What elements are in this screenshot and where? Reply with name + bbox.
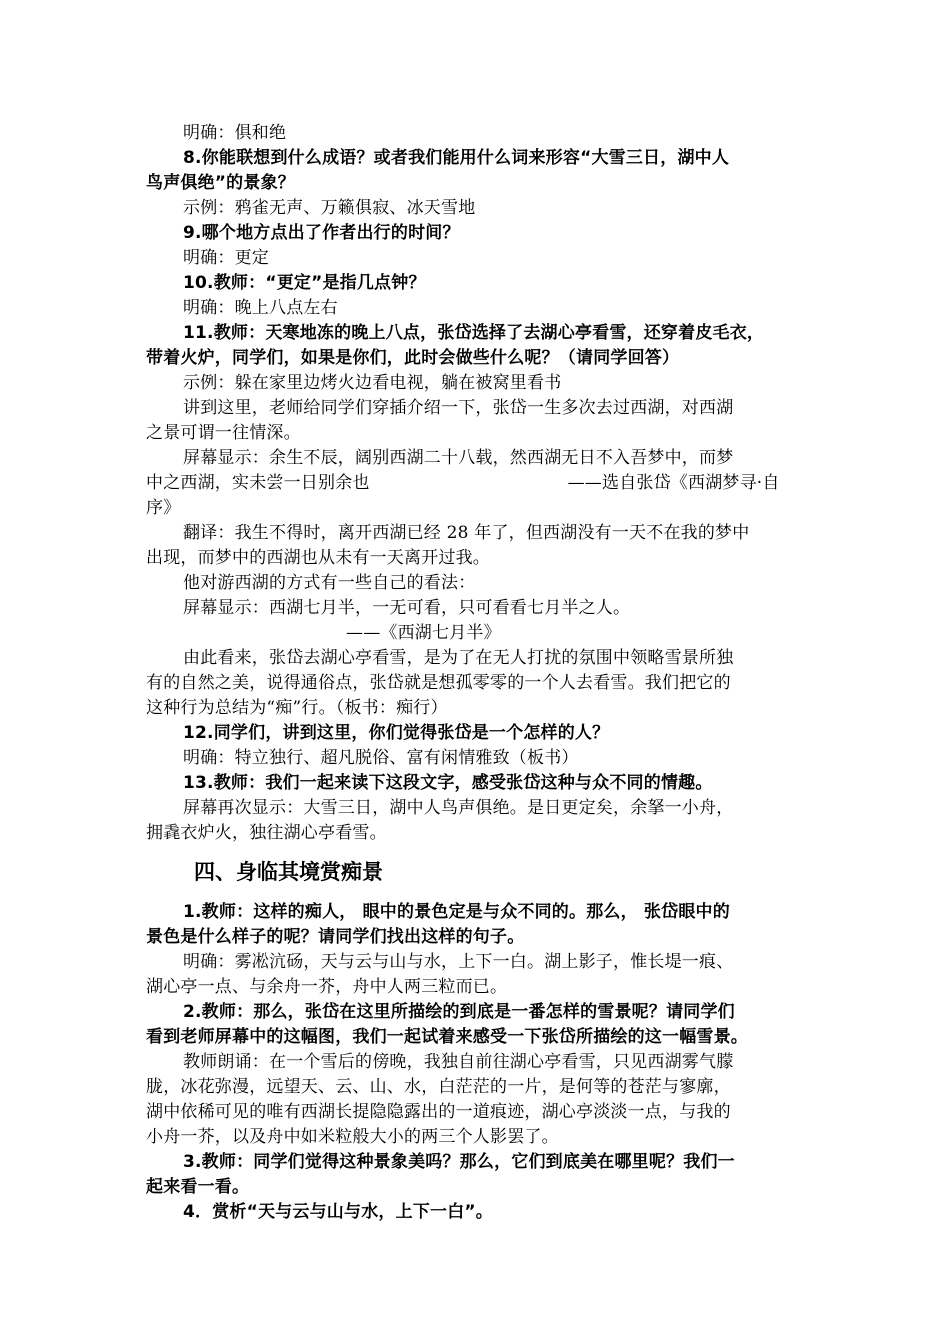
paragraph-line: 由此看来，张岱去湖心亭看雪，是为了在无人打扰的氛围中领略雪景所独 [183,648,734,668]
screen-display-line: 屏幕再次显示：大雪三日，湖中人鸟声俱绝。是日更定矣，余拏一小舟， [183,798,734,818]
paragraph-line: 他对游西湖的方式有一些自己的看法： [183,573,476,593]
recitation-line: 湖中依稀可见的唯有西湖长提隐隐露出的一道痕迹，湖心亭淡淡一点，与我的 [146,1102,731,1122]
paragraph-line: 讲到这里，老师给同学们穿插介绍一下，张岱一生多次去过西湖，对西湖 [183,398,734,418]
screen-display-line [146,471,818,496]
question-1-cont: 景色是什么样子的呢？请同学们找出这样的句子。 [146,927,525,947]
paragraph-line: 这种行为总结为“痴”行。（板书：痴行） [146,698,448,718]
quote-source-cont: 序》 [146,498,181,518]
question-3: 3.教师：同学们觉得这种景象美吗？那么，它们到底美在哪里呢？我们一 [183,1152,735,1172]
answer-line: 明确：特立独行、超凡脱俗、富有闲情雅致（板书） [183,748,579,768]
paragraph-line: 有的自然之美，说得通俗点，张岱就是想孤零零的一个人去看雪。我们把它的 [146,673,731,693]
screen-display-line: 屏幕显示：余生不辰，阔别西湖二十八载，然西湖无日不入吾梦中，而梦 [183,448,734,468]
question-3-cont: 起来看一看。 [146,1177,250,1197]
answer-line: 明确：晚上八点左右 [183,298,338,318]
translation-line: 翻译：我生不得时，离开西湖已经 28 年了，但西湖没有一天不在我的梦中 [183,523,750,543]
answer-line: 明确：雾凇沆砀，天与云与山与水，上下一白。湖上影子，惟长堤一痕、 [183,952,734,972]
recitation-line: 小舟一芥，以及舟中如米粒般大小的两三个人影罢了。 [146,1127,559,1147]
question-9: 9.哪个地方点出了作者出行的时间？ [183,223,460,243]
section-heading: 四、身临其境赏痴景 [194,860,383,884]
screen-display-line: 拥毳衣炉火，独往湖心亭看雪。 [146,823,387,843]
question-2: 2.教师：那么，张岱在这里所描绘的到底是一番怎样的雪景呢？请同学们 [183,1002,735,1022]
translation-line: 出现，而梦中的西湖也从未有一天离开过我。 [146,548,490,568]
answer-line: 明确：更定 [183,248,269,268]
example-line: 示例：躲在家里边烤火边看电视，躺在被窝里看书 [183,373,562,393]
quote-source: ——《西湖七月半》 [346,623,501,643]
question-13: 13.教师：我们一起来读下这段文字，感受张岱这种与众不同的情趣。 [183,773,713,793]
quote-source: ——选自张岱《西湖梦寻·自 [567,473,780,493]
question-4: 4．赏析“天与云与山与水，上下一白”。 [183,1202,493,1222]
question-8: 8.你能联想到什么成语？或者我们能用什么词来形容“大雪三日，湖中人 [183,148,730,168]
question-11: 11.教师：天寒地冻的晚上八点，张岱选择了去湖心亭看雪，还穿着皮毛衣， [183,323,765,343]
recitation-line: 胧，冰花弥漫，远望天、云、山、水，白茫茫的一片，是何等的苍茫与寥廓， [146,1077,731,1097]
paragraph-line: 之景可谓一往情深。 [146,423,301,443]
question-12: 12.同学们，讲到这里，你们觉得张岱是一个怎样的人？ [183,723,610,743]
screen-display-line: 屏幕显示：西湖七月半，一无可看，只可看看七月半之人。 [183,598,631,618]
answer-line: 湖心亭一点、与余舟一芥，舟中人两三粒而已。 [146,977,508,997]
example-line: 示例：鸦雀无声、万籁俱寂、冰天雪地 [183,198,476,218]
question-2-cont: 看到老师屏幕中的这幅图，我们一起试着来感受一下张岱所描绘的这一幅雪景。 [146,1027,748,1047]
recitation-line: 教师朗诵：在一个雪后的傍晚，我独自前往湖心亭看雪，只见西湖雾气朦 [183,1052,734,1072]
answer-line: 明确：俱和绝 [183,123,287,143]
question-11-cont: 带着火炉，同学们，如果是你们，此时会做些什么呢？（请同学回答） [146,348,680,368]
question-1: 1.教师：这样的痴人， 眼中的景色定是与众不同的。那么， 张岱眼中的 [183,902,730,922]
quote-text: 中之西湖，实未尝一日别余也 [146,473,370,493]
question-8-cont: 鸟声俱绝”的景象？ [146,173,295,193]
question-10: 10.教师：“更定”是指几点钟？ [183,273,426,293]
